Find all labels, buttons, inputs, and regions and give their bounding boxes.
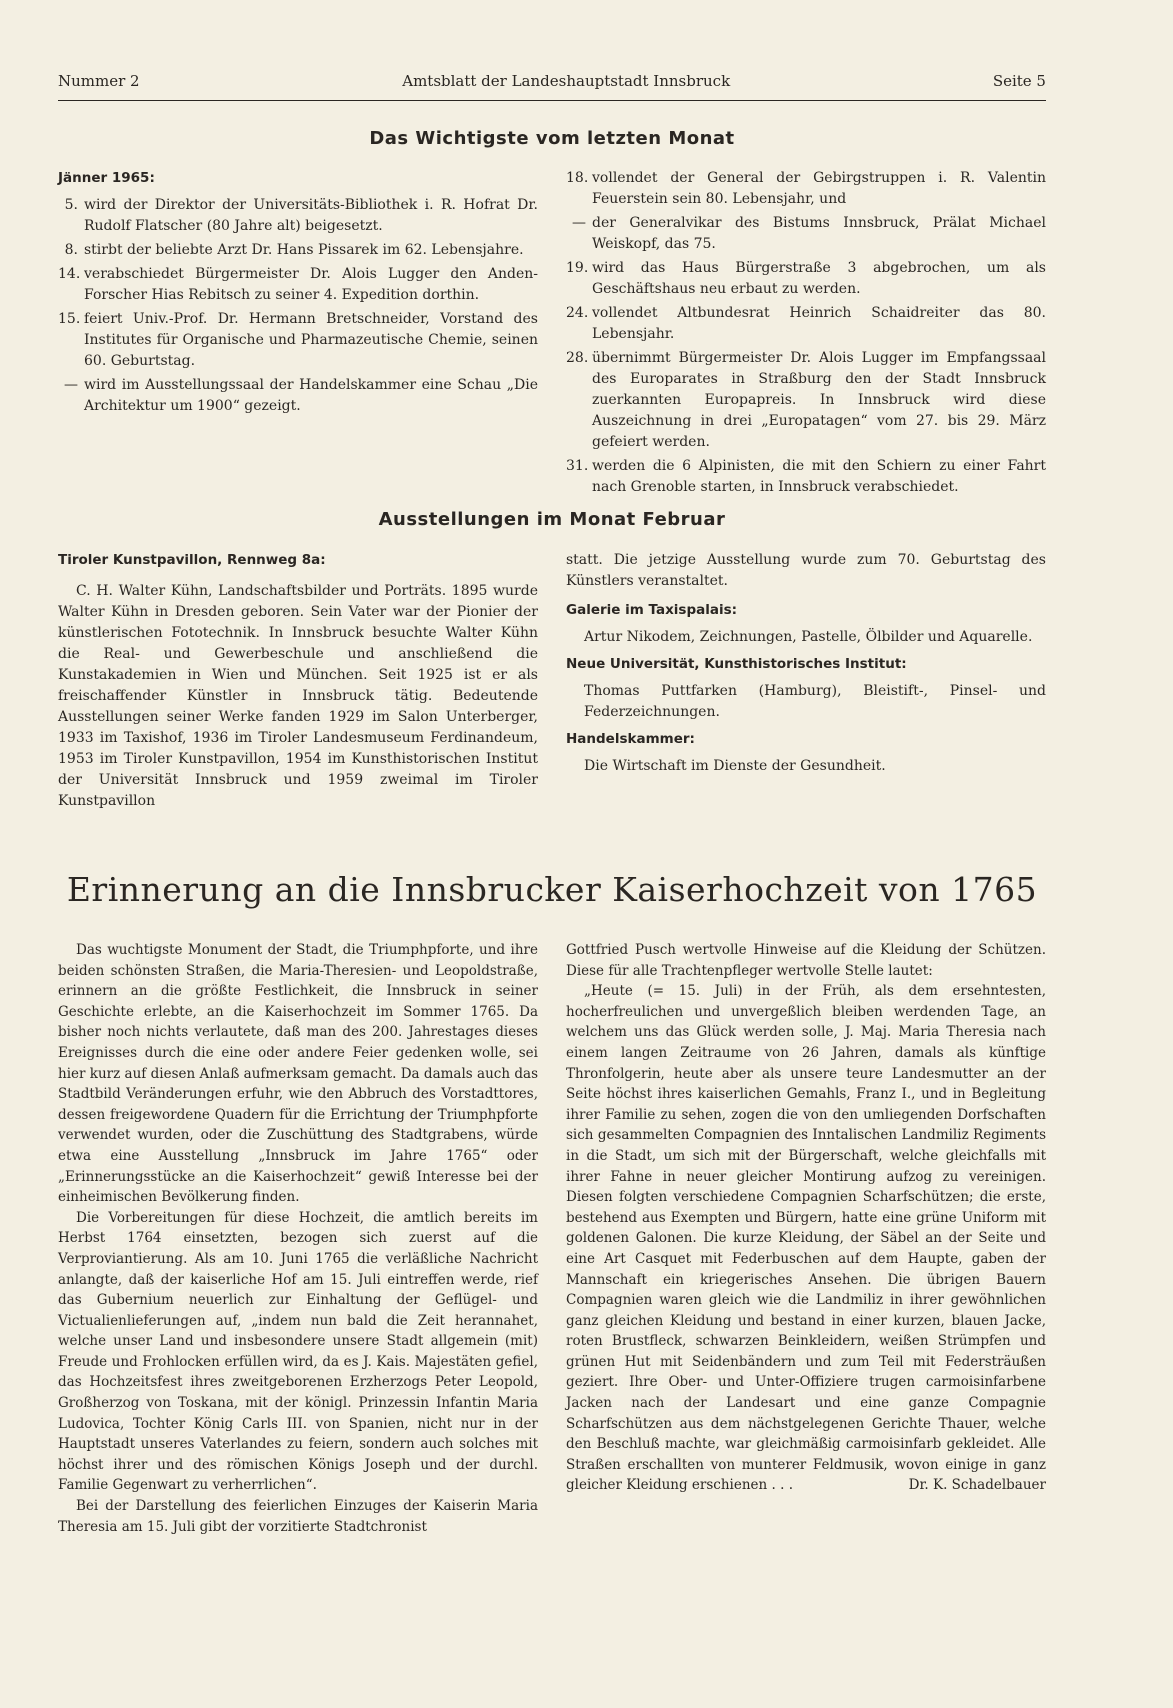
entry-text: wird das Haus Bürgerstraße 3 abgebrochen, um als Geschäftshaus neu erbaut zu werden.	[592, 260, 1046, 297]
entry-text: werden die 6 Alpinisten, die mit den Schiern zu einer Fahrt nach Grenoble starten, in Innsbruck verabschiedet.	[592, 458, 1046, 495]
publication-title: Amtsblatt der Landeshauptstadt Innsbruck	[402, 72, 731, 90]
article-paragraph: Die Vorbereitungen für diese Hochzeit, die amtlich bereits im Herbst 1764 einsetzten, bezogen sich zuerst auf die Verproviantierung. Als am 10. Juni 1765 die verläßliche Nachricht anlangte, daß der kaiserliche Hof am 15. Juli eintreffen werde, rief das Gubernium neuerlich zur Einhaltung der Geflügel- und Victualienlieferungen auf, „indem nun bald die Zeit herannahet, welche unser Land und insbesondere unsere Stadt allgemein (mit) Freude und Frohlocken erfüllen wird, da es J. Kais. Majestäten gefiel, das Hochzeitsfest ihres zweitgeborenen Erzherzogs Peter Leopold, Großherzog von Toskana, mit der königl. Prinzessin Infantin Maria Ludovica, Tochter König Carls III. von Spanien, nicht nur in der Hauptstadt unseres Vaterlandes zu feiern, sondern auch solches mit höchst ihrer und des römischen Königs Joseph und der durchl. Familie Gegenwart zu verherrlichen“.	[58, 1209, 538, 1494]
article-left-column	[58, 940, 538, 1537]
chronicle-entry	[566, 213, 1046, 255]
chronicle-entry	[58, 240, 538, 261]
monthly-review-right-column	[566, 168, 1046, 501]
kunstpavillon-heading: Tiroler Kunstpavillon, Rennweg 8a:	[58, 552, 326, 568]
gallery-heading: Neue Universität, Kunsthistorisches Institut:	[566, 656, 907, 672]
entry-day: 18.	[566, 170, 589, 186]
article-quote-text: „Heute (= 15. Juli) in der Früh, als dem ersehntesten, hocherfreulichen und unvergeßlich bleiben werdenden Tage, an welchem uns das Glück werden solle, J. Maj. Maria Theresia nach einem langen Zeitraume von 26 Jahren, damals als künftige Thronfolgerin, heute aber als unsere teure Landesmutter an der Seite höchst ihres kaiserlichen Gemahls, Franz I., und in Begleitung ihrer Familie zu sehen, zogen die von den umliegenden Dorfschaften sich gesammelten Compagnien des Inntalischen Landmiliz Regiments in die Stadt, um sich mit der Bürgerschaft, welche gleichfalls mit ihrer Fahne in neuer gleicher Montirung aufzog zu vereinigen. Diesen folgten verschiedene Compagnien Scharfschützen; die erste, bestehend aus Exempten und Bürgern, hatte eine grüne Uniform mit goldenen Galonen. Die kurze Kleidung, der Säbel an der Seite und eine Art Casquet mit Federbuschen auf dem Haupte, gaben der Mannschaft ein kriegerisches Ansehen. Die übrigen Bauern Compagnien waren gleich wie die Landmiliz in ihrer gewöhnlichen ganz gleichen Kleidung und bestand in einer kurzen, blauen Jacke, roten Brustfleck, schwarzen Beinkleidern, weißen Strümpfen und grünen Hut mit Seidenbändern und zum Teil mit Federsträußen geziert. Ihre Ober- und Unter-Offiziere trugen carmoisinfarbene Jacken nach der Landesart und eine ganze Compagnie Scharfschützen aus dem nächstgelegenen Gerichte Thauer, welche den Beschluß machte, war gleichmäßig carmoisinfarb gekleidet. Alle Straßen erschallten von munterer Feldmusik, wovon einige in ganz gleicher Kleidung erschienen . . .	[566, 983, 1046, 1494]
monthly-review-left-column	[58, 168, 538, 420]
entry-text: der Generalvikar des Bistums Innsbruck, Prälat Michael Weiskopf, das 75.	[592, 215, 1046, 252]
chronicle-entry	[566, 168, 1046, 210]
article-title: Erinnerung an die Innsbrucker Kaiserhochzeit von 1765	[66, 870, 1038, 909]
issue-number: Nummer 2	[58, 72, 140, 90]
article-paragraph: Bei der Darstellung des feierlichen Einzuges der Kaiserin Maria Theresia am 15. Juli gibt der vorzitierte Stadtchronist	[58, 1498, 538, 1535]
page-header	[58, 72, 1046, 90]
entry-day: 8.	[64, 242, 78, 258]
chronicle-entry	[58, 375, 538, 417]
header-rule	[58, 100, 1046, 101]
gallery-heading: Handelskammer:	[566, 731, 695, 747]
article-intro: Gottfried Pusch wertvolle Hinweise auf die Kleidung der Schützen. Diese für alle Trachtenpfleger wertvolle Stelle lautet:	[566, 942, 1046, 979]
entry-day: 14.	[58, 266, 81, 282]
chronicle-entry	[58, 264, 538, 306]
article-quote	[566, 981, 1046, 1496]
chronicle-entry	[566, 258, 1046, 300]
entry-day: 15.	[58, 311, 81, 327]
section-title-monthly-review: Das Wichtigste vom letzten Monat	[369, 128, 735, 149]
entry-text: verabschiedet Bürgermeister Dr. Alois Lugger den Anden-Forscher Hias Rebitsch zu seiner 4. Expedition dorthin.	[84, 266, 538, 303]
gallery-text: Artur Nikodem, Zeichnungen, Pastelle, Ölbilder und Aquarelle.	[584, 629, 1033, 645]
entry-day: 24.	[566, 305, 589, 321]
month-heading: Jänner 1965:	[58, 170, 155, 186]
entry-text: stirbt der beliebte Arzt Dr. Hans Pissarek im 62. Lebensjahre.	[84, 242, 524, 258]
article-paragraph: Das wuchtigste Monument der Stadt, die Triumphpforte, und ihre beiden schönsten Straßen, die Maria-Theresien- und Leopoldstraße, erinnern an die größte Festlichkeit, die Innsbruck in seiner Geschichte erlebte, an die Kaiserhochzeit im Sommer 1765. Da bisher noch nichts verlautete, daß man des 200. Jahrestages dieses Ereignisses durch die eine oder andere Feier gedenken wolle, sei hier kurz auf diesen Anlaß aufmerksam gemacht. Da damals auch das Stadtbild Veränderungen erfuhr, wie den Abbruch des Vorstadttores, dessen freigewordene Quadern für die Errichtung der Triumphpforte verwendet wurden, oder die Zuschüttung des Stadtgrabens, würde etwa eine Ausstellung „Innsbruck im Jahre 1765“ oder „Erinnerungsstücke an die Kaiserhochzeit“ gewiß Interesse bei der einheimischen Bevölkerung finden.	[58, 942, 538, 1206]
gallery-text: Die Wirtschaft im Dienste der Gesundheit.	[584, 758, 886, 774]
gallery-heading: Galerie im Taxispalais:	[566, 602, 738, 618]
kunstpavillon-text: C. H. Walter Kühn, Landschaftsbilder und Porträts. 1895 wurde Walter Kühn in Dresden geboren. Sein Vater war der Pionier der künstlerischen Fototechnik. In Innsbruck besuchte Walter Kühn die Real- und Gewerbeschule und anschließend die Kunstakademien in Wien und München. Seit 1925 ist er als freischaffender Künstler in Innsbruck tätig. Bedeutende Ausstellungen seiner Werke fanden 1929 im Salon Unterberger, 1933 im Taxishof, 1936 im Tiroler Landesmuseum Ferdinandeum, 1953 im Tiroler Kunstpavillon, 1954 im Kunsthistorischen Institut der Universität Innsbruck und 1959 zweimal im Tiroler Kunstpavillon	[58, 583, 538, 809]
entry-day: 19.	[566, 260, 589, 276]
exhibitions-right-column	[566, 550, 1046, 783]
article-author: Dr. K. Schadelbauer	[908, 1477, 1046, 1494]
gallery-text: Thomas Puttfarken (Hamburg), Bleistift-, Pinsel- und Federzeichnungen.	[584, 683, 1046, 720]
kunstpavillon-text-continued: statt. Die jetzige Ausstellung wurde zum 70. Geburtstag des Künstlers veranstaltet.	[566, 552, 1046, 589]
entry-text: vollendet der General der Gebirgstruppen i. R. Valentin Feuerstein sein 80. Lebensjahr, und	[592, 170, 1046, 207]
chronicle-entry	[566, 456, 1046, 498]
page-number: Seite 5	[992, 72, 1046, 90]
chronicle-entry	[566, 303, 1046, 345]
entry-text: vollendet Altbundesrat Heinrich Schaidreiter das 80. Lebensjahr.	[592, 305, 1046, 342]
entry-text: übernimmt Bürgermeister Dr. Alois Lugger im Empfangssaal des Europarates in Straßburg den der Stadt Innsbruck zuerkannten Europapreis. In Innsbruck wird diese Auszeichnung in drei „Europatagen“ vom 27. bis 29. März gefeiert werden.	[592, 350, 1046, 450]
entry-text: wird der Direktor der Universitäts-Bibliothek i. R. Hofrat Dr. Rudolf Flatscher (80 Jahre alt) beigesetzt.	[84, 197, 538, 234]
chronicle-entry	[566, 348, 1046, 453]
chronicle-entry	[58, 309, 538, 372]
section-title-exhibitions: Ausstellungen im Monat Februar	[378, 509, 726, 530]
exhibitions-left-column	[58, 550, 538, 812]
entry-text: feiert Univ.-Prof. Dr. Hermann Bretschneider, Vorstand des Institutes für Organische und Pharmazeutische Chemie, seinen 60. Geburtstag.	[84, 311, 538, 369]
entry-day: 5.	[64, 197, 78, 213]
article-right-column	[566, 940, 1046, 1496]
entry-text: wird im Ausstellungssaal der Handelskammer eine Schau „Die Architektur um 1900“ gezeigt.	[84, 377, 538, 414]
entry-day: —	[572, 215, 586, 231]
entry-day: 28.	[566, 350, 589, 366]
chronicle-entry	[58, 195, 538, 237]
entry-day: —	[64, 377, 78, 393]
entry-day: 31.	[566, 458, 589, 474]
